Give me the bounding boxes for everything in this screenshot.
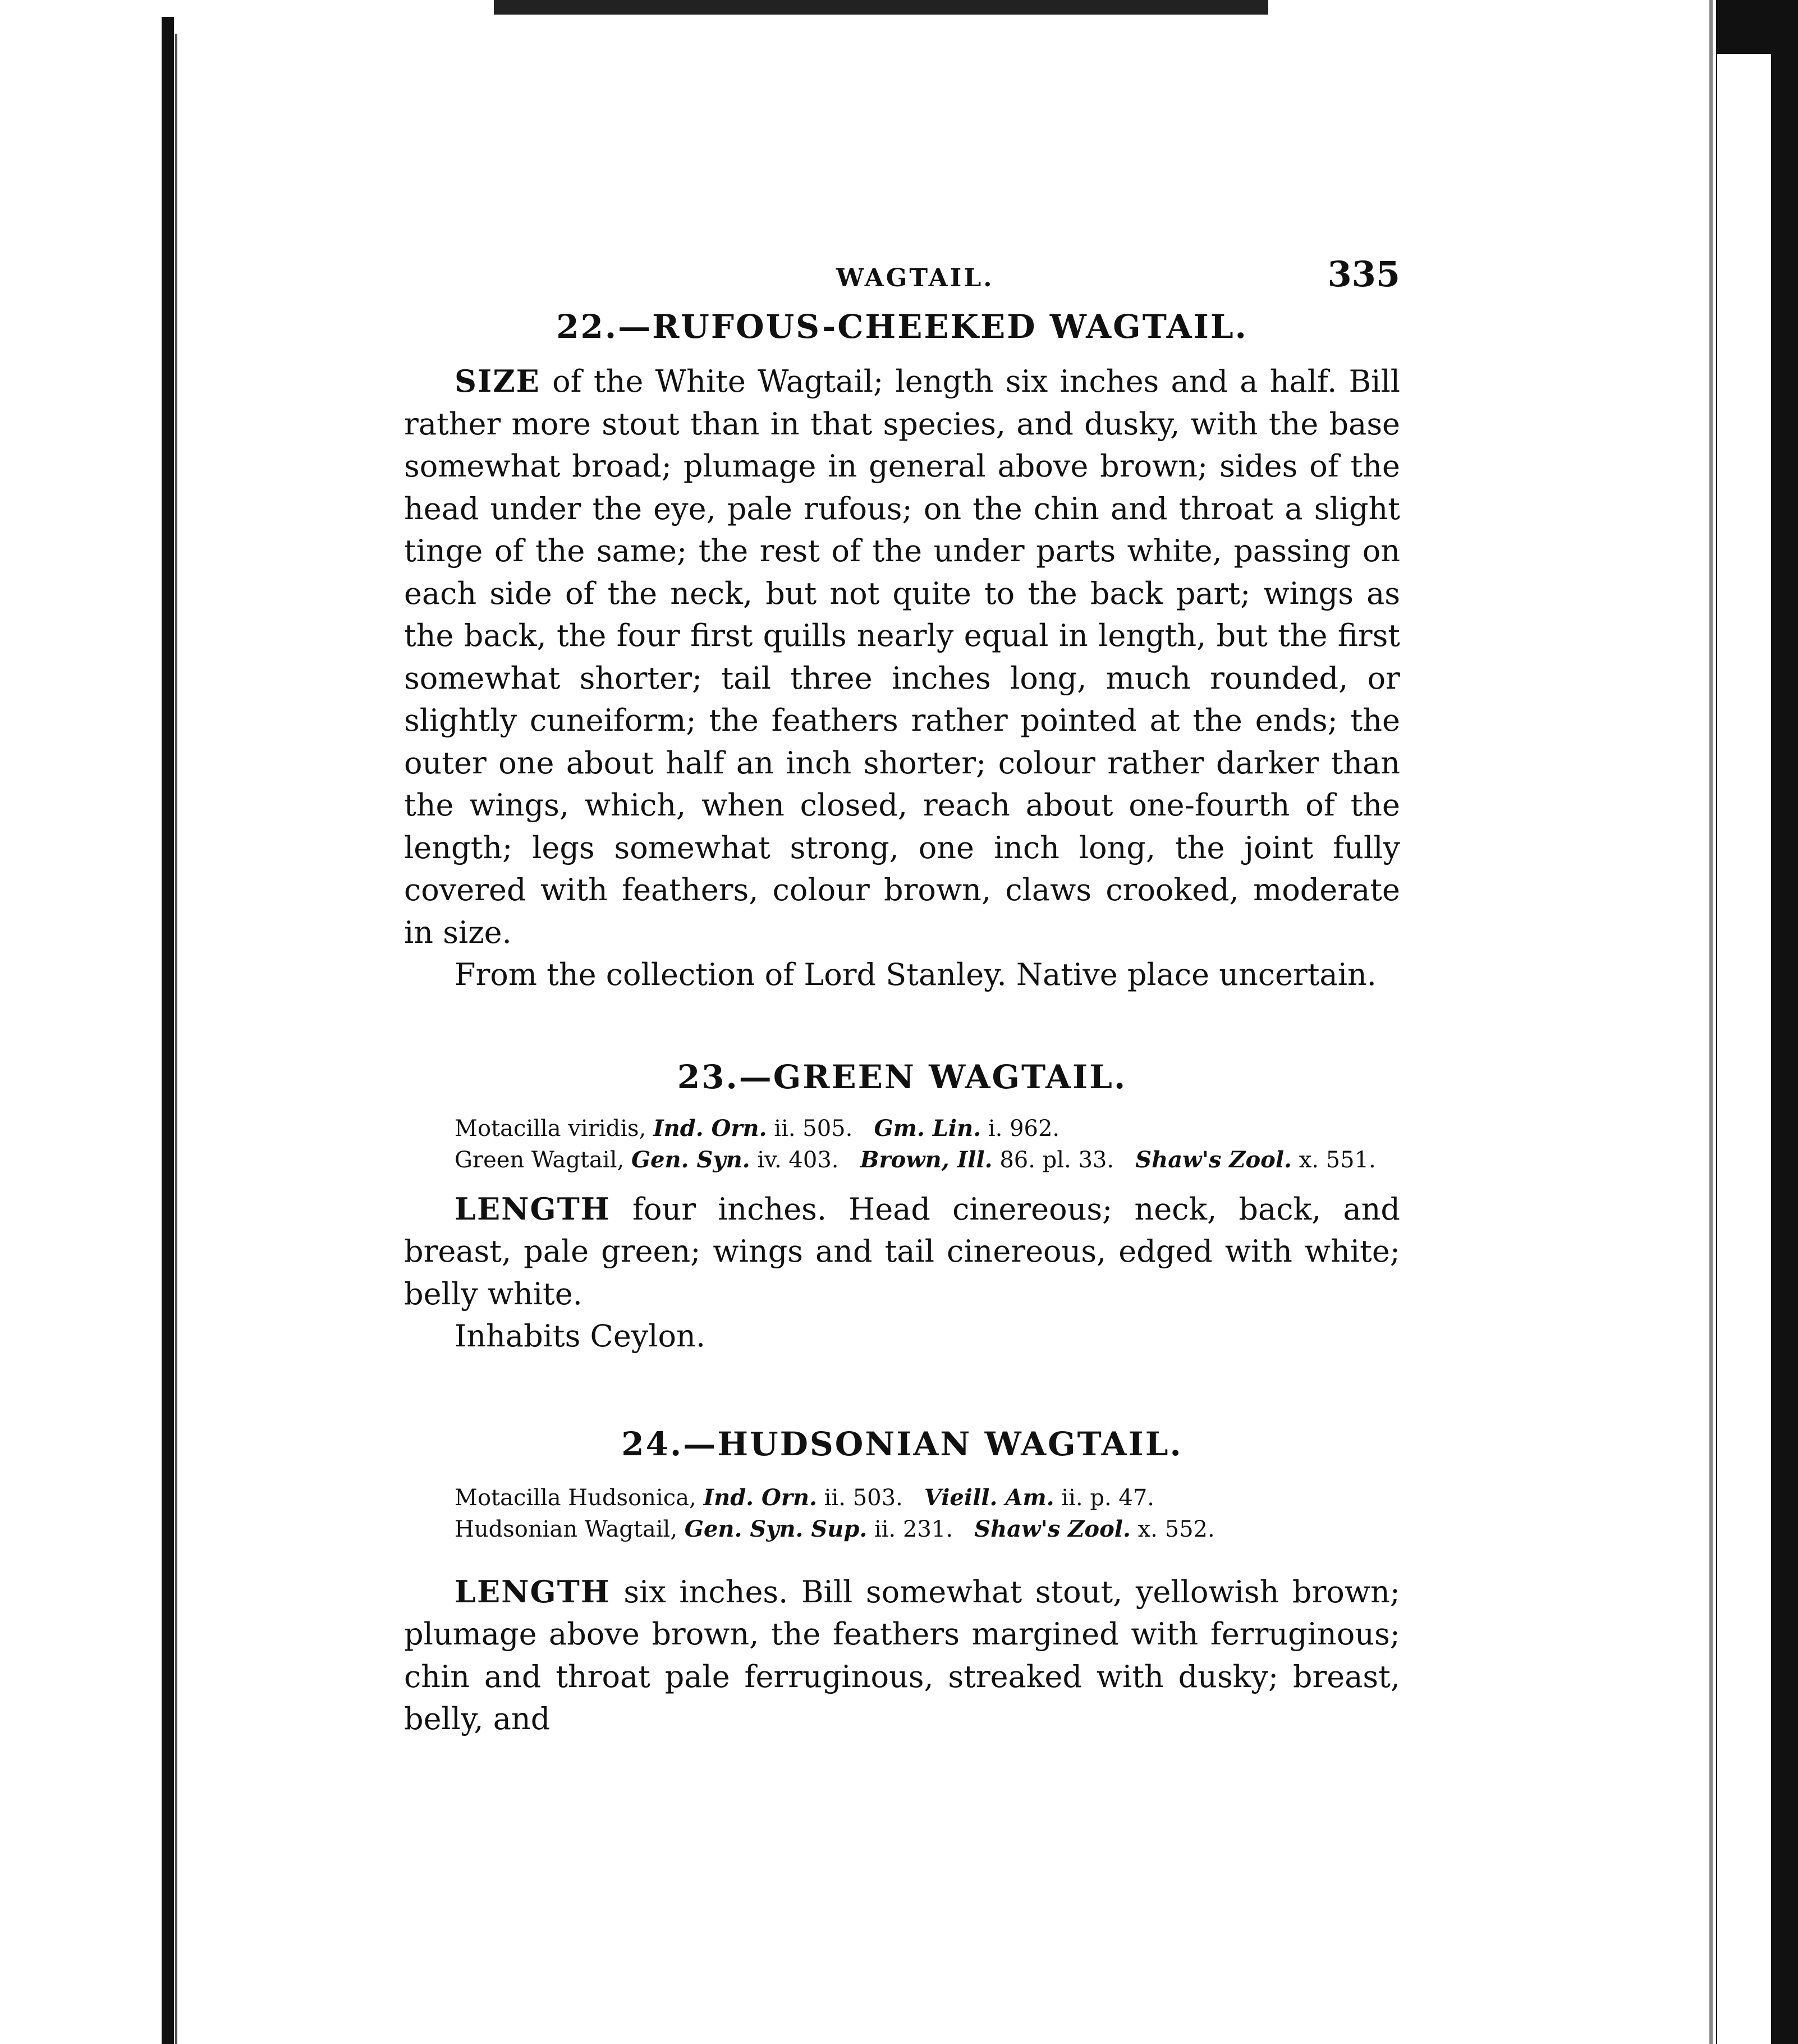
- synonym-entry: [404, 1113, 1400, 1144]
- synonym-volume: 86. pl. 33.: [999, 1147, 1114, 1173]
- scan-right-margin: [1717, 54, 1771, 2044]
- description-text: four inches. Head cinereous; neck, back, and breast, pale green; wings and tail cinereous, edged with white; belly white.: [404, 1191, 1400, 1312]
- synonym-reference: Ind. Orn.: [703, 1484, 817, 1511]
- synonym-reference: Gm. Lin.: [874, 1115, 981, 1142]
- synonym-volume: ii. 503.: [824, 1484, 903, 1511]
- scan-binding-edge: [162, 17, 174, 2044]
- synonym-reference: Shaw's Zool.: [1135, 1146, 1292, 1173]
- synonym-volume: iv. 403.: [757, 1147, 839, 1173]
- synonym-reference: Gen. Syn.: [631, 1146, 750, 1173]
- running-head: [404, 254, 1400, 303]
- running-title: WAGTAIL.: [836, 264, 994, 292]
- provenance-note: From the collection of Lord Stanley. Native place uncertain.: [455, 957, 1377, 992]
- section-heading: 24.—HUDSONIAN WAGTAIL.: [621, 1424, 1183, 1463]
- synonym-name: Hudsonian Wagtail,: [455, 1516, 678, 1542]
- synonym-entry: [404, 1514, 1400, 1545]
- synonymy-list: [404, 1482, 1400, 1545]
- lead-word: LENGTH: [455, 1190, 611, 1227]
- synonym-name: Green Wagtail,: [455, 1147, 625, 1173]
- section-heading: 22.—RUFOUS-CHEEKED WAGTAIL.: [556, 308, 1248, 346]
- synonym-name: Motacilla viridis,: [455, 1115, 646, 1142]
- description-paragraph: [404, 1188, 1400, 1316]
- synonym-volume: x. 551.: [1299, 1147, 1376, 1173]
- lead-word: SIZE: [455, 363, 540, 399]
- section-23: [404, 1058, 1400, 1358]
- book-page: [404, 254, 1400, 1740]
- synonym-reference: Gen. Syn. Sup.: [684, 1515, 868, 1542]
- synonym-volume: x. 552.: [1137, 1516, 1215, 1542]
- synonym-reference: Vieill. Am.: [924, 1484, 1054, 1511]
- description-text: of the White Wagtail; length six inches and a half. Bill rather more stout than in that species, and dusky, with the base somewhat broad; plumage in general above brown; sides of the head under the eye, pale rufous; on the chin and throat a slight tinge of the same; the rest of the under parts white, passing on each side of the neck, but not quite to the back part; wings as the back, the four first quills nearly equal in length, but the first somewhat shorter; tail three inches long, much rounded, or slightly cuneiform; the feathers rather pointed at the ends; the outer one about half an inch shorter; colour rather darker than the wings, which, when closed, reach about one-fourth of the length; legs somewhat strong, one inch long, the joint fully covered with feathers, colour brown, claws crooked, moderate in size.: [404, 364, 1400, 950]
- synonymy-list: [404, 1113, 1400, 1176]
- scan-top-edge: [494, 0, 1268, 15]
- habitat-note: Inhabits Ceylon.: [455, 1318, 706, 1354]
- synonym-reference: Shaw's Zool.: [974, 1515, 1131, 1542]
- section-24: [404, 1425, 1400, 1740]
- synonym-reference: Brown, Ill.: [860, 1146, 993, 1173]
- synonym-entry: [404, 1144, 1400, 1176]
- description-paragraph: [404, 360, 1400, 954]
- synonym-name: Motacilla Hudsonica,: [455, 1484, 696, 1511]
- description-paragraph: [404, 1571, 1400, 1740]
- page-number: 335: [1327, 254, 1400, 295]
- scan-binding-shadow: [175, 34, 177, 2044]
- scan-margin-left: [0, 0, 168, 2044]
- scan-right-fold: [1709, 0, 1713, 2044]
- lead-word: LENGTH: [455, 1573, 611, 1610]
- section-heading: 23.—GREEN WAGTAIL.: [677, 1057, 1127, 1096]
- synonym-volume: i. 962.: [988, 1115, 1060, 1142]
- synonym-reference: Ind. Orn.: [653, 1115, 767, 1142]
- synonym-volume: ii. 505.: [774, 1115, 853, 1142]
- synonym-volume: ii. p. 47.: [1061, 1484, 1154, 1511]
- synonym-volume: ii. 231.: [874, 1516, 953, 1542]
- description-text: six inches. Bill somewhat stout, yellowish brown; plumage above brown, the feathers margined with ferruginous; chin and throat pale ferruginous, streaked with dusky; breast, belly, and: [404, 1574, 1400, 1736]
- synonym-entry: [404, 1482, 1400, 1514]
- section-22: [404, 308, 1400, 996]
